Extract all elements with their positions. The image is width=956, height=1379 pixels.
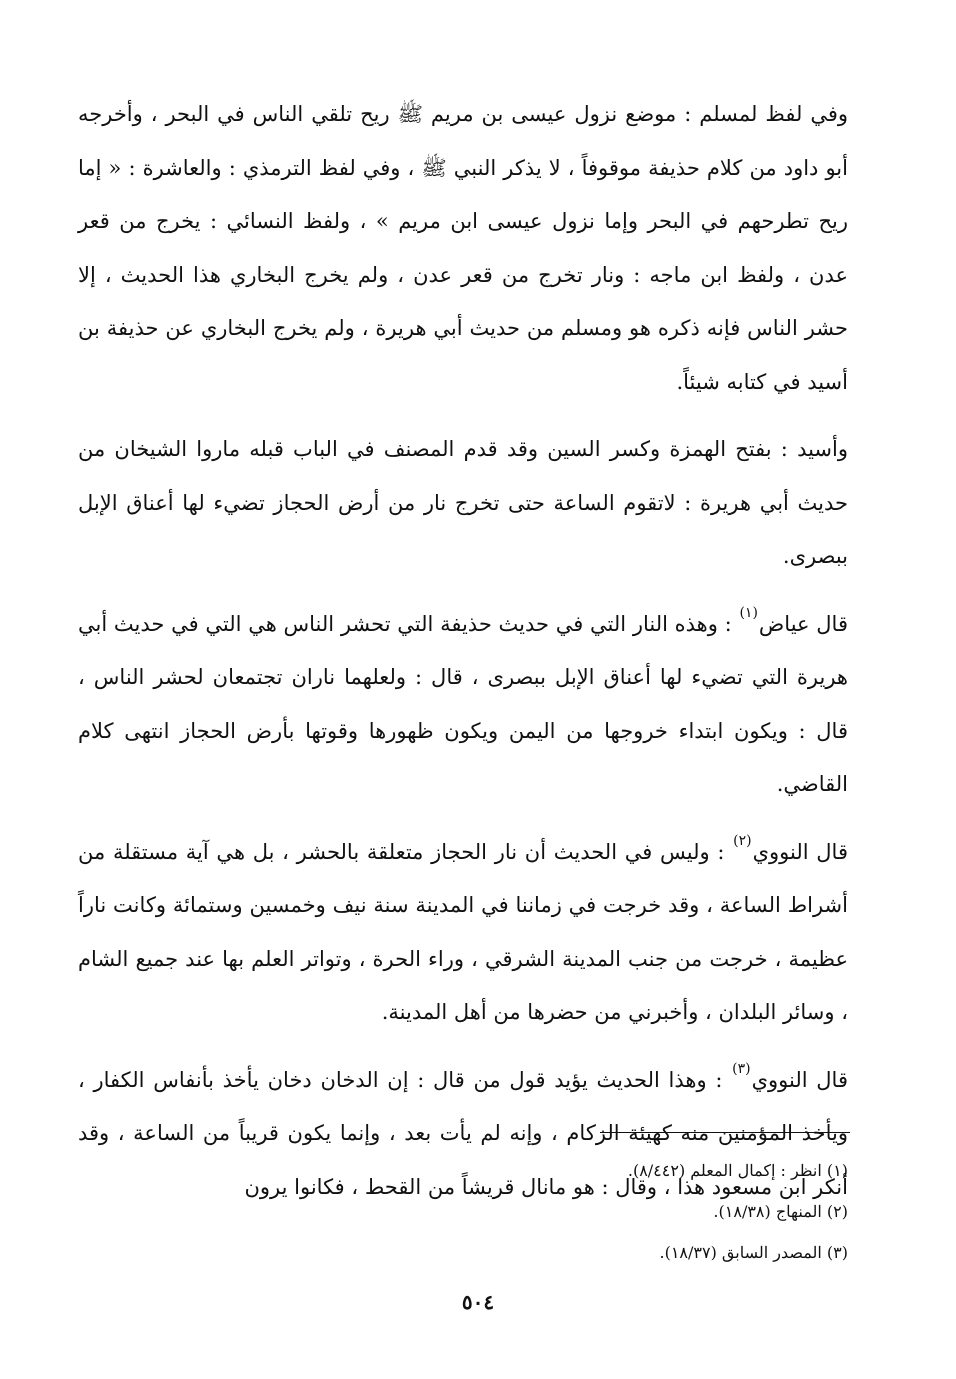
footnote-1: (١) انظر : إكمال المعلم (٨/٤٤٢). <box>627 1161 848 1180</box>
paragraph-text: : وهذا الحديث يؤيد قول من قال : إن الدخان دخان يأخذ بأنفاس الكفار ، ويأخذ المؤمنين منه كهيئة الزكام ، وإنه لم يأت بعد ، وإنما يكون قريباً من الساعة ، وقد أنكر ابن مسعود هذا ، وقال : هو مانال قريشاً من القحط ، فكانوا يرون <box>78 1067 848 1199</box>
paragraph-text: وأسيد : بفتح الهمزة وكسر السين وقد قدم المصنف في الباب قبله ماروا الشيخان من حديث أبي هريرة : لاتقوم الساعة حتى تخرج نار من أرض الحجاز تضيء لها أعناق الإبل ببصرى. <box>78 437 848 568</box>
page-number: ٥٠٤ <box>461 1290 495 1314</box>
footnotes <box>300 1150 848 1273</box>
paragraph-lead: قال عياض <box>758 611 848 636</box>
paragraph-lead: قال النووي <box>751 1067 848 1092</box>
main-text <box>78 88 848 1228</box>
paragraph-1 <box>78 88 848 409</box>
footnote-reference: (٢) <box>733 832 752 849</box>
paragraph-3 <box>78 598 848 812</box>
paragraph-text: : وليس في الحديث أن نار الحجاز متعلقة بالحشر ، بل هي آية مستقلة من أشراط الساعة ، وقد خرجت في زماننا في المدينة سنة نيف وخمسين وستمائة وكانت ناراً عظيمة ، خرجت من جنب المدينة الشرقي ، وراء الحرة ، وتواتر العلم بها عند جميع الشام ، وسائر البلدان ، وأخبرني من حضرها من أهل المدينة. <box>78 839 848 1024</box>
footnote-3: (٣) المصدر السابق (١٨/٣٧). <box>659 1243 848 1262</box>
footnote-2: (٢) المنهاج (١٨/٣٨). <box>713 1202 848 1221</box>
paragraph-lead: قال النووي <box>752 839 848 864</box>
footnote-reference: (١) <box>739 604 758 621</box>
paragraph-2 <box>78 423 848 584</box>
paragraph-text: : وهذه النار التي في حديث حذيفة التي تحشر الناس هي التي في حديث أبي هريرة التي تضيء لها أعناق الإبل ببصرى ، قال : ولعلهما ناران تجتمعان لحشر الناس ، قال : ويكون ابتداء خروجها من اليمن ويكون ظهورها وقوتها بأرض الحجاز انتهى كلام القاضي. <box>78 611 848 796</box>
paragraph-4 <box>78 826 848 1040</box>
paragraph-text: وفي لفظ لمسلم : موضع نزول عيسى بن مريم ﷺ ريح تلقي الناس في البحر ، وأخرجه أبو داود من كلام حذيفة موقوفاً ، لا يذكر النبي ﷺ ، وفي لفظ الترمذي : والعاشرة : « إما ريح تطرحهم في البحر وإما نزول عيسى ابن مريم » ، ولفظ النسائي : يخرج من قعر عدن ، ولفظ ابن ماجه : ونار تخرج من قعر عدن ، ولم يخرج البخاري هذا الحديث ، إلا حشر الناس فإنه ذكره هو ومسلم من حديث أبي هريرة ، ولم يخرج البخاري عن حذيفة بن أسيد في كتابه شيئاً. <box>78 102 848 394</box>
footnote-separator <box>600 1132 850 1133</box>
footnote-reference: (٣) <box>732 1060 751 1077</box>
